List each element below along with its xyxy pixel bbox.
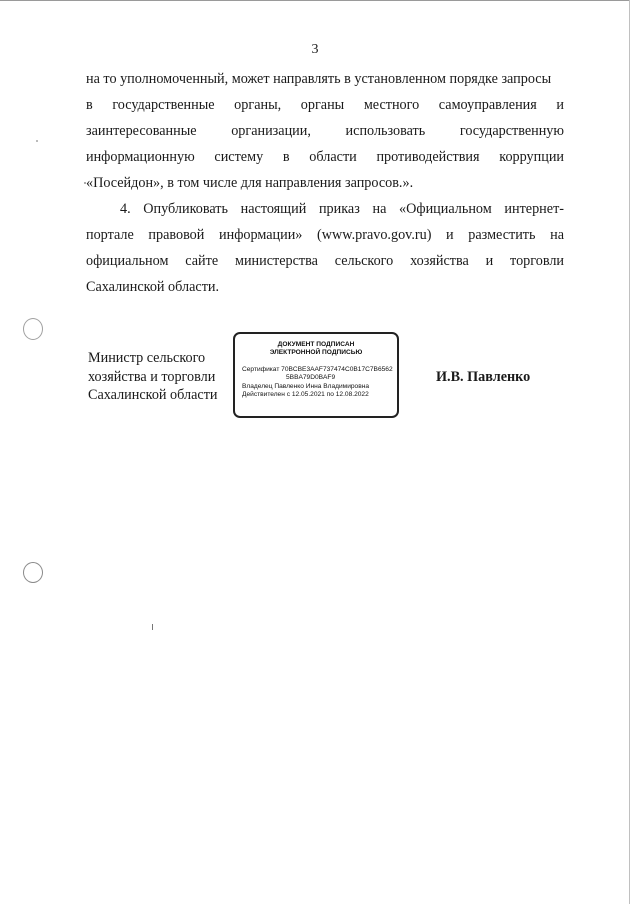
stamp-header-line: ДОКУМЕНТ ПОДПИСАН <box>277 341 355 348</box>
document-body <box>86 66 564 300</box>
stamp-details <box>235 366 397 400</box>
stamp-validity: Действителен с 12.05.2021 по 12.08.2022 <box>242 391 369 399</box>
stamp-certificate: Сертификат 70BCBE3AAF737474C0B17C7B6562 <box>242 365 393 373</box>
binder-hole-mark <box>23 318 43 340</box>
binder-hole-mark <box>23 562 43 583</box>
scan-speck <box>84 182 86 184</box>
signatory-position-line: Сахалинской области <box>88 387 218 403</box>
stamp-owner: Владелец Павленко Инна Владимировна <box>242 382 370 390</box>
signatory-position-line: хозяйства и торговли <box>88 368 216 385</box>
stamp-header-line: ЭЛЕКТРОННОЙ ПОДПИСЬЮ <box>269 349 363 357</box>
paragraph-line: в государственные органы, органы местного самоуправления и <box>86 97 564 113</box>
scan-speck <box>152 624 153 630</box>
signatory-name: И.В. Павленко <box>436 369 531 385</box>
stamp-certificate-continued: 5BBA79D0BAF9 <box>286 374 336 382</box>
scan-speck <box>36 140 38 142</box>
paragraph-line: Сахалинской области. <box>86 279 220 295</box>
stamp-header <box>235 341 397 358</box>
paragraph-line: официальном сайте министерства сельского хозяйства и торговли <box>86 253 564 269</box>
page-top-edge <box>0 0 630 1</box>
signatory-position-line: Министр сельского <box>88 350 206 366</box>
page-number: 3 <box>311 42 319 57</box>
paragraph-line: «Посейдон», в том числе для направления запросов.». <box>86 175 414 191</box>
paragraph-line: на то уполномоченный, может направлять в установленном порядке запросы <box>86 71 552 87</box>
paragraph-line: информационную систему в области противодействия коррупции <box>86 149 564 165</box>
item-4-lead: 4. Опубликовать настоящий приказ на «Официальном интернет- <box>120 201 564 217</box>
signatory-position <box>88 349 238 405</box>
electronic-signature-stamp <box>233 332 399 418</box>
paragraph-line: заинтересованные организации, использовать государственную <box>86 123 564 139</box>
paragraph-line: портале правовой информации» (www.pravo.gov.ru) и разместить на <box>86 227 564 243</box>
